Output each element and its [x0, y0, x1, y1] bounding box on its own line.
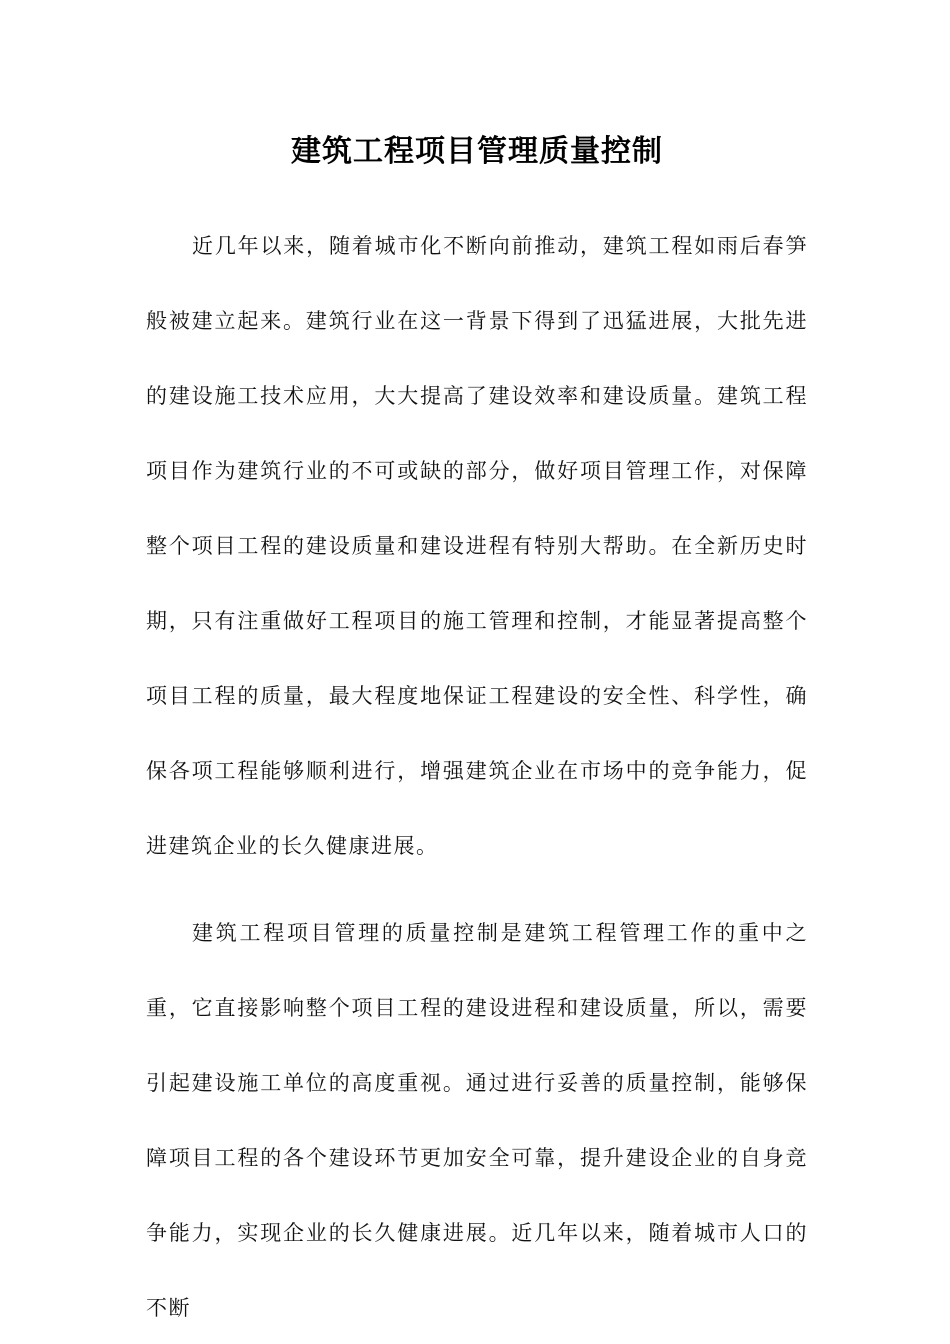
- paragraph-1: 近几年以来，随着城市化不断向前推动，建筑工程如雨后春笋般被建立起来。建筑行业在这一背景下得到了迅猛进展，大批先进的建设施工技术应用，大大提高了建设效率和建设质量。建筑工程项目作为建筑行业的不可或缺的部分，做好项目管理工作，对保障整个项目工程的建设质量和建设进程有特别大帮助。在全新历史时期，只有注重做好工程项目的施工管理和控制，才能显著提高整个项目工程的质量，最大程度地保证工程建设的安全性、科学性，确保各项工程能够顺利进行，增强建筑企业在市场中的竞争能力，促进建筑企业的长久健康进展。: [146, 234, 808, 858]
- paragraph-2: 建筑工程项目管理的质量控制是建筑工程管理工作的重中之重，它直接影响整个项目工程的建设进程和建设质量，所以，需要引起建设施工单位的高度重视。通过进行妥善的质量控制，能够保障项目工程的各个建设环节更加安全可靠，提升建设企业的自身竞争能力，实现企业的长久健康进展。近几年以来，随着城市人口的不断: [146, 921, 808, 1320]
- document-title: 建筑工程项目管理质量控制: [291, 134, 663, 169]
